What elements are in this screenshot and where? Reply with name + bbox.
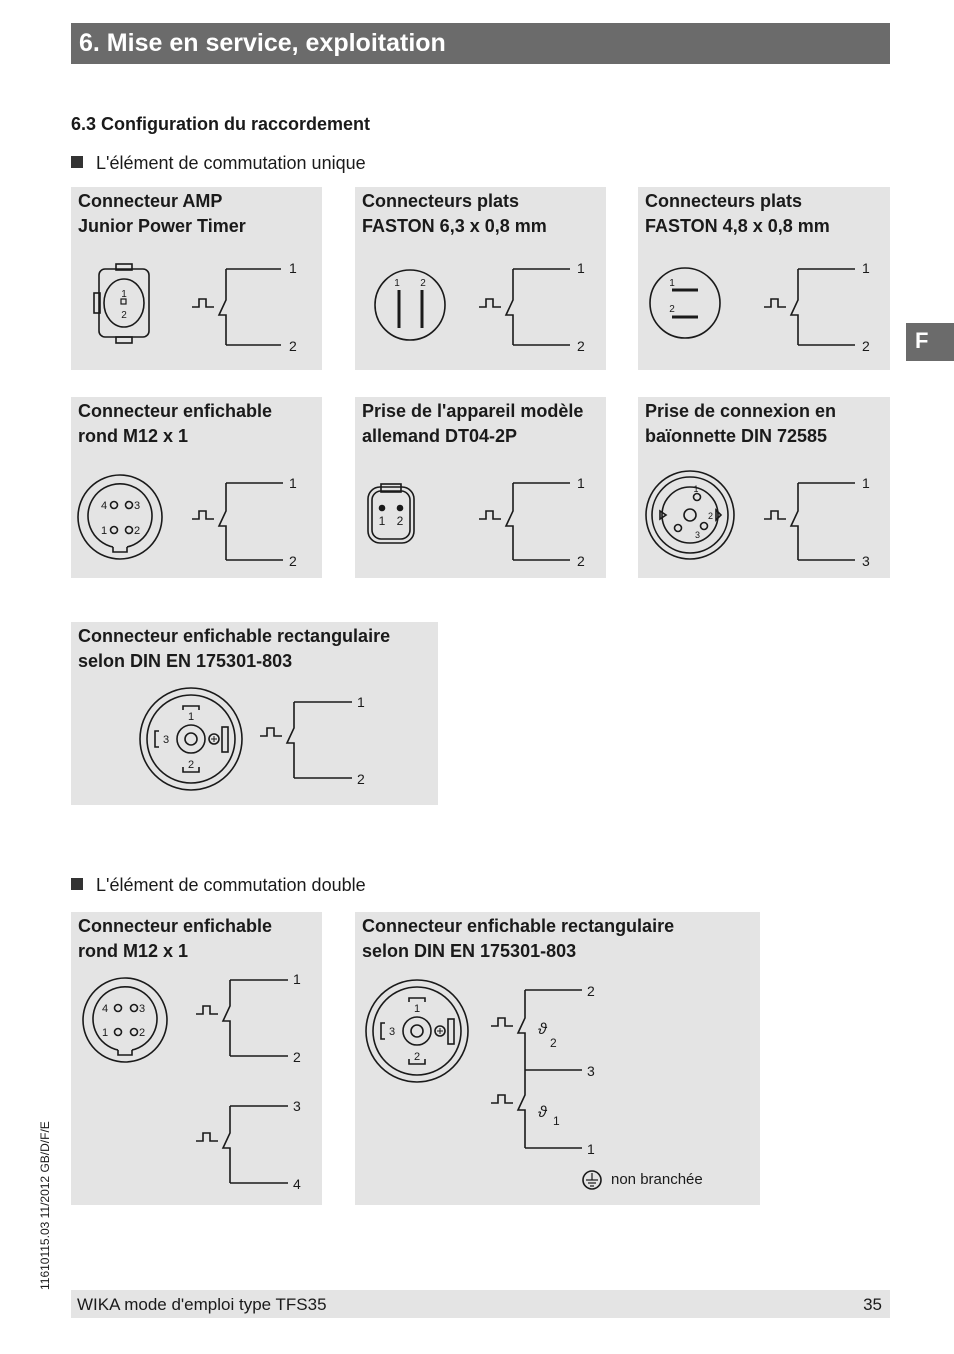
language-tab-label: F xyxy=(915,328,929,353)
pin-label: 2 xyxy=(708,511,714,521)
bullet-square xyxy=(71,878,83,890)
terminal-label: 3 xyxy=(293,1098,301,1114)
m12-connector-drawing xyxy=(78,475,162,559)
switch-symbol xyxy=(764,260,870,354)
bullet-square xyxy=(71,156,83,168)
terminal-label: 1 xyxy=(289,475,297,491)
terminal-label: 4 xyxy=(293,1176,301,1192)
bullet-double xyxy=(71,875,366,896)
language-tab xyxy=(906,323,954,361)
switch-symbol xyxy=(192,260,297,354)
section-title: 6.3 Configuration du raccordement xyxy=(71,114,371,134)
bullet-double-label: L'élément de commutation double xyxy=(96,875,366,895)
switch-symbol-upper xyxy=(196,971,301,1065)
terminal-label: 2 xyxy=(357,771,365,787)
pin-label: 2 xyxy=(413,1051,421,1063)
pin-label: 2 xyxy=(669,304,675,315)
footer-text: WIKA mode d'emploi type TFS35 xyxy=(77,1295,327,1314)
pin-label: 2 xyxy=(134,525,141,537)
box-title: Connecteur enfichable rectangulaire selon DIN EN 175301-803 xyxy=(78,626,391,671)
pin-label: 1 xyxy=(394,278,400,289)
theta-symbol: ϑ xyxy=(538,1104,547,1121)
box-m12-double xyxy=(71,912,322,1205)
box-title: Connecteurs plats FASTON 4,8 x 0,8 mm xyxy=(645,191,830,236)
faston-connector-drawing xyxy=(375,270,445,340)
box-m12-connector xyxy=(71,397,322,578)
pin-label: 3 xyxy=(134,500,141,512)
bayonet-connector-drawing xyxy=(646,471,734,559)
terminal-label: 1 xyxy=(357,694,365,710)
box-title: Connecteurs plats FASTON 6,3 x 0,8 mm xyxy=(362,191,547,236)
box-din72585-connector xyxy=(638,397,890,578)
page-number: 35 xyxy=(863,1295,882,1314)
box-title: Connecteur enfichable rond M12 x 1 xyxy=(78,401,273,446)
din175301-connector-drawing xyxy=(140,688,242,790)
pin-label: 2 xyxy=(420,278,426,289)
pin-label: 1 xyxy=(102,1027,109,1039)
box-faston-6-3 xyxy=(355,187,606,370)
box-title: Connecteur enfichable rond M12 x 1 xyxy=(78,916,273,961)
pin-label: 1 xyxy=(121,289,127,300)
terminal-label: 1 xyxy=(862,260,870,276)
terminal-label: 2 xyxy=(289,338,297,354)
theta-subscript: 1 xyxy=(553,1114,560,1128)
pin-label: 1 xyxy=(378,514,386,528)
ground-icon xyxy=(583,1171,601,1189)
switch-symbol-lower xyxy=(196,1098,301,1192)
pin-label: 1 xyxy=(693,484,699,494)
pin-label: 1 xyxy=(413,1003,421,1015)
terminal-label: 1 xyxy=(577,260,585,276)
terminal-label: 3 xyxy=(862,553,870,569)
switch-symbol xyxy=(260,694,365,787)
switch-symbol xyxy=(764,475,870,569)
terminal-label: 2 xyxy=(289,553,297,569)
pin-label: 3 xyxy=(162,734,170,746)
box-din175301-single xyxy=(71,622,438,805)
chapter-header xyxy=(71,23,890,64)
switch-symbol xyxy=(479,260,585,354)
pin-label: 3 xyxy=(388,1026,396,1038)
box-title: Connecteur enfichable rectangulaire selon DIN EN 175301-803 xyxy=(362,916,675,961)
box-dt04-connector xyxy=(355,397,606,578)
box-faston-4-8 xyxy=(638,187,890,370)
switch-symbol xyxy=(479,475,585,569)
pin-label: 2 xyxy=(396,514,404,528)
terminal-label: 3 xyxy=(587,1063,595,1079)
pin-label: 2 xyxy=(139,1027,146,1039)
terminal-label: 1 xyxy=(293,971,301,987)
pin-label: 3 xyxy=(139,1003,146,1015)
terminal-label: 2 xyxy=(577,338,585,354)
document-code: 11610115.03 11/2012 GB/D/F/E xyxy=(38,1121,52,1290)
pin-label: 2 xyxy=(121,310,127,321)
terminal-label: 1 xyxy=(862,475,870,491)
pin-label: 3 xyxy=(695,530,701,540)
box-din175301-double xyxy=(355,912,760,1205)
terminal-label: 1 xyxy=(577,475,585,491)
terminal-label: 2 xyxy=(862,338,870,354)
double-switch-symbol xyxy=(491,983,595,1157)
terminal-label: 1 xyxy=(289,260,297,276)
chapter-title: 6. Mise en service, exploitation xyxy=(79,29,446,57)
pin-label: 1 xyxy=(101,525,108,537)
bullet-single-label: L'élément de commutation unique xyxy=(96,153,366,173)
page-footer xyxy=(71,1290,890,1318)
dt04-connector-drawing xyxy=(368,484,414,543)
box-title: Prise de l'appareil modèle allemand DT04-2P xyxy=(362,401,584,446)
box-title: Connecteur AMP Junior Power Timer xyxy=(78,191,246,236)
terminal-label: 1 xyxy=(587,1141,595,1157)
terminal-label: 2 xyxy=(587,983,595,999)
theta-symbol: ϑ xyxy=(538,1021,547,1038)
pin-label: 2 xyxy=(187,759,195,771)
pin-label: 4 xyxy=(102,1003,109,1015)
pin-label: 4 xyxy=(101,500,108,512)
theta-subscript: 2 xyxy=(550,1036,557,1050)
ground-note: non branchée xyxy=(611,1171,703,1188)
faston-connector-drawing xyxy=(650,268,720,338)
m12-connector-drawing xyxy=(83,978,167,1062)
terminal-label: 2 xyxy=(293,1049,301,1065)
bullet-single xyxy=(71,153,366,174)
din175301-connector-drawing xyxy=(366,980,468,1082)
box-amp-connector xyxy=(71,187,322,370)
pin-label: 1 xyxy=(669,278,675,289)
pin-label: 1 xyxy=(187,711,195,723)
switch-symbol xyxy=(192,475,297,569)
terminal-label: 2 xyxy=(577,553,585,569)
box-title: Prise de connexion en baïonnette DIN 72585 xyxy=(645,401,837,446)
amp-connector-drawing xyxy=(94,264,149,343)
